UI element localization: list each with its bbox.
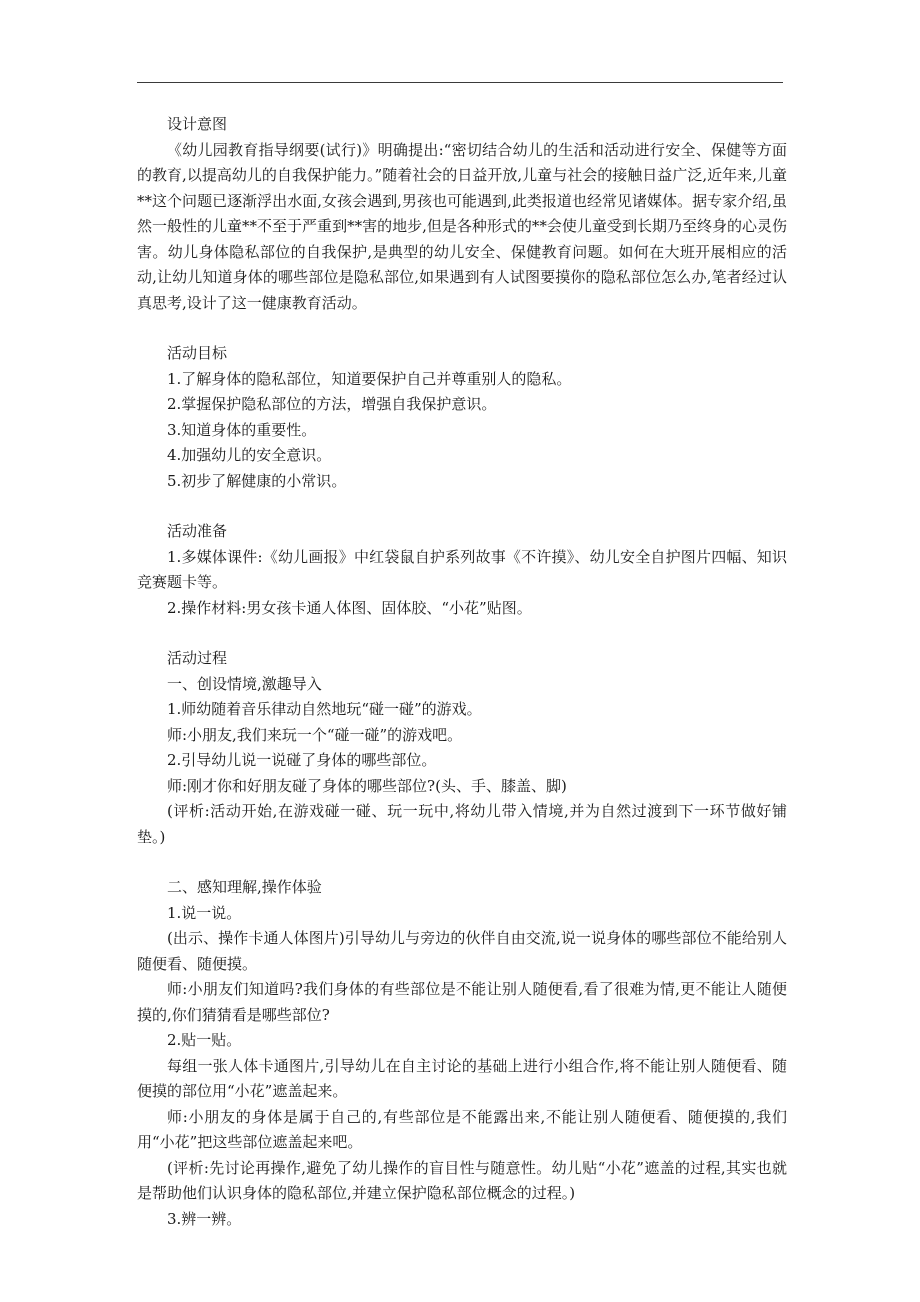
process-paragraph: 1.说一说。 [167,903,242,922]
objective-item-3: 3.知道身体的重要性。 [167,420,317,439]
paragraph-design-intent: 《幼儿园教育指导纲要(试行)》明确提出:“密切结合幼儿的生活和活动进行安全、保健等方面的教育,以提高幼儿的自我保护能力。”随着社会的日益开放,儿童与社会的接触日益广泛,近年来,儿童**这个问题已逐渐浮出水面,女孩会遇到,男孩也可能遇到,此类报道也经常见诸媒体。据专家介绍,虽然一般性的儿童**不至于严重到**害的地步,但是各种形式的**会使儿童受到长期乃至终身的心灵伤害。幼儿身体隐私部位的自我保护,是典型的幼儿安全、保健教育问题。如何在大班开展相应的活动,让幼儿知道身体的哪些部位是隐私部位,如果遇到有人试图要摸你的隐私部位怎么办,笔者经过认真思考,设计了这一健康教育活动。 [137,140,787,312]
objective-item-1: 1.了解身体的隐私部位，知道要保护自己并尊重别人的隐私。 [167,369,572,388]
process-paragraph: 师:刚才你和好朋友碰了身体的哪些部位?(头、手、膝盖、脚) [167,776,567,795]
process-paragraph: 每组一张人体卡通图片,引导幼儿在自主讨论的基础上进行小组合作,将不能让别人随便看、随便摸的部位用“小花”遮盖起来。 [137,1056,787,1100]
process-paragraph: (出示、操作卡通人体图片)引导幼儿与旁边的伙伴自由交流,说一说身体的哪些部位不能给别人随便看、随便摸。 [137,929,787,973]
process-paragraph: 1.师幼随着音乐律动自然地玩“碰一碰”的游戏。 [167,700,482,718]
objective-item-5: 5.初步了解健康的小常识。 [167,471,347,490]
process-commentary: (评析:活动开始,在游戏碰一碰、玩一玩中,将幼儿带入情境,并为自然过渡到下一环节做好铺垫。) [137,802,787,846]
document-body [137,112,787,1232]
header-rule [137,82,783,83]
section-heading-preparation: 活动准备 [167,522,228,540]
section-gap [137,621,787,646]
process-subheading-2: 二、感知理解,操作体验 [167,878,322,896]
process-paragraph: 师:小朋友的身体是属于自己的,有些部位是不能露出来,不能让别人随便看、随便摸的,我们用“小花”把这些部位遮盖起来吧。 [137,1107,787,1151]
process-commentary: (评析:先讨论再操作,避免了幼儿操作的盲目性与随意性。幼儿贴“小花”遮盖的过程,其实也就是帮助他们认识身体的隐私部位,并建立保护隐私部位概念的过程。) [137,1158,787,1202]
process-paragraph: 师:小朋友,我们来玩一个“碰一碰”的游戏吧。 [167,725,463,744]
section-heading-process: 活动过程 [167,649,228,667]
objective-item-2: 2.掌握保护隐私部位的方法，增强自我保护意识。 [167,395,497,413]
process-subheading-1: 一、创设情境,激趣导入 [167,674,322,693]
preparation-item-2: 2.操作材料:男女孩卡通人体图、固体胶、“小花”贴图。 [167,598,532,617]
process-paragraph: 师:小朋友们知道吗?我们身体的有些部位是不能让别人随便看,看了很难为情,更不能让人随便摸的,你们猜猜看是哪些部位? [137,980,787,1024]
section-heading-objectives: 活动目标 [167,344,228,362]
process-paragraph: 3.辨一辨。 [167,1209,242,1228]
section-gap [137,494,787,519]
section-heading-design-intent: 设计意图 [167,115,228,133]
section-gap [137,316,787,341]
objective-item-4: 4.加强幼儿的安全意识。 [167,446,332,464]
preparation-item-1: 1.多媒体课件:《幼儿画报》中红袋鼠自护系列故事《不许摸》、幼儿安全自护图片四幅、知识竞赛题卡等。 [137,547,787,591]
section-gap [137,850,787,875]
process-paragraph: 2.贴一贴。 [167,1031,242,1049]
process-paragraph: 2.引导幼儿说一说碰了身体的哪些部位。 [167,751,437,769]
